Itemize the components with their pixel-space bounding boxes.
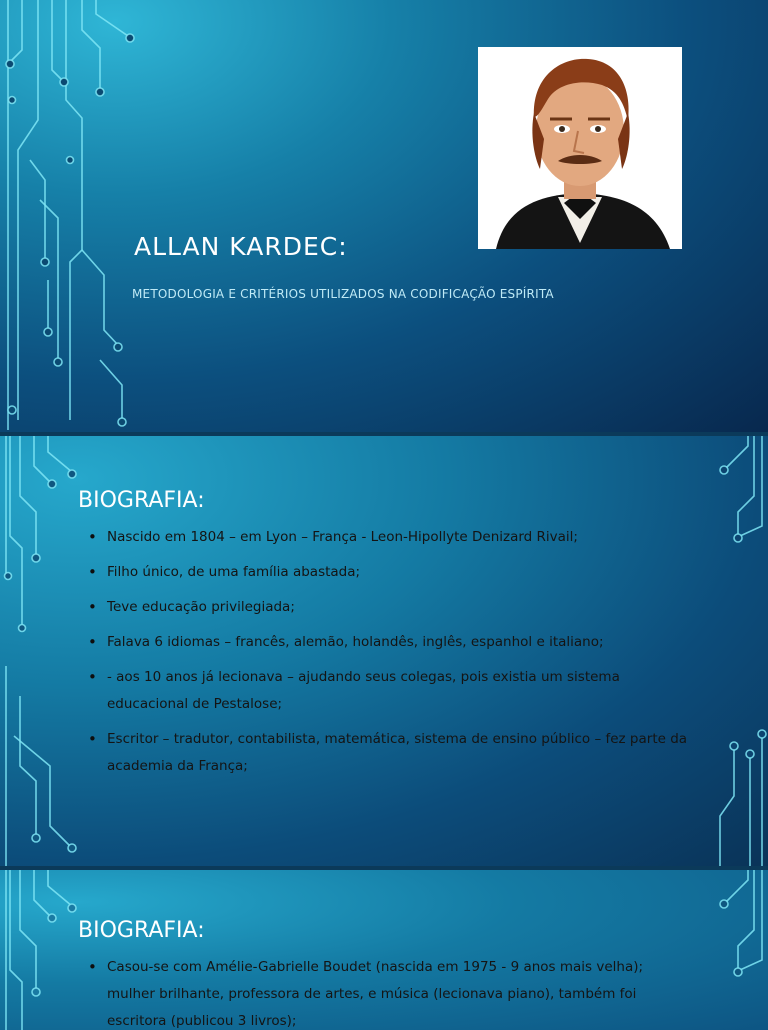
list-item: • - aos 10 anos já lecionava – ajudando seus colegas, pois existia um sistema educacional de Pestalose;: [88, 664, 688, 718]
presentation-subtitle: METODOLOGIA E CRITÉRIOS UTILIZADOS NA CODIFICAÇÃO ESPÍRITA: [132, 287, 554, 301]
circuit-decoration-left: [0, 436, 80, 866]
bullet-list: [88, 954, 688, 1030]
title-slide: [0, 0, 768, 432]
presentation-title: ALLAN KARDEC:: [134, 232, 348, 261]
biografia-slide-2: [0, 870, 768, 1030]
biografia-slide-1: [0, 436, 768, 866]
list-item: • Casou-se com Amélie-Gabrielle Boudet (nascida em 1975 - 9 anos mais velha); mulher brilhante, professora de artes, e música (lecionava piano), também foi escritora (publicou 3 livros);: [88, 954, 688, 1030]
circuit-decoration-left: [0, 0, 160, 432]
circuit-decoration-right: [700, 436, 768, 866]
list-item: • Filho único, de uma família abastada;: [88, 559, 688, 586]
slide-heading: BIOGRAFIA:: [78, 488, 205, 513]
list-item: • Falava 6 idiomas – francês, alemão, holandês, inglês, espanhol e italiano;: [88, 629, 688, 656]
list-item: • Teve educação privilegiada;: [88, 594, 688, 621]
circuit-decoration-right: [700, 870, 768, 1030]
list-item: • Escritor – tradutor, contabilista, matemática, sistema de ensino público – fez parte da academia da França;: [88, 726, 688, 780]
list-item: • Nascido em 1804 – em Lyon – França - Leon-Hipollyte Denizard Rivail;: [88, 524, 688, 551]
allan-kardec-portrait: [478, 47, 682, 249]
circuit-decoration-left: [0, 870, 80, 1030]
slide-heading: BIOGRAFIA:: [78, 918, 205, 943]
bullet-list: [88, 524, 688, 788]
